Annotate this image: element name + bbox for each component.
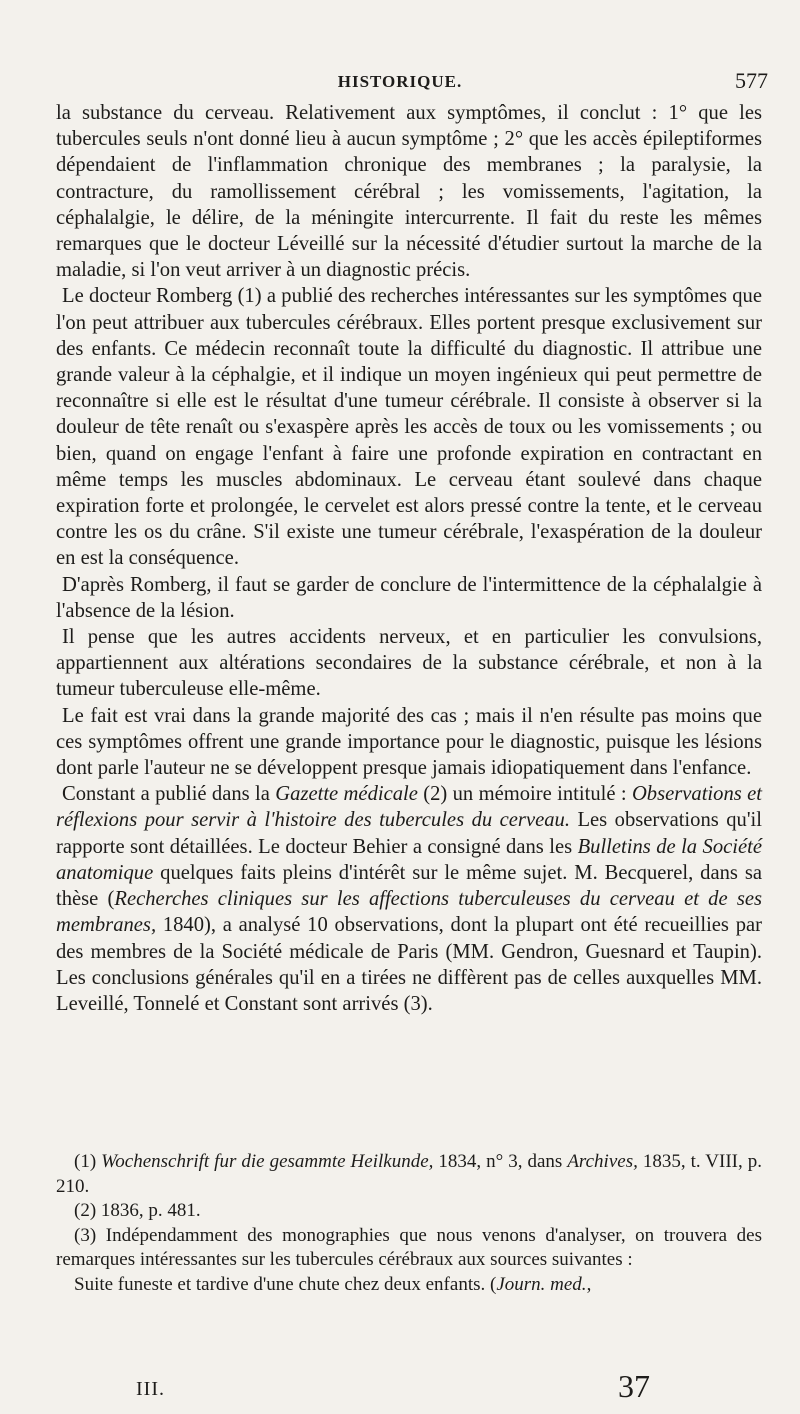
text-run: Constant a publié dans la: [62, 783, 276, 806]
footnote: (3) Indépendamment des monographies que nous venons d'analyser, on trouvera des remarques intéressantes sur les tubercules cérébraux aux sources suivantes :: [56, 1224, 762, 1271]
memoir-title: Observations et réflexions pour servir à l'histoire des tubercules du cerveau.: [56, 783, 762, 832]
text-run: 1835, t. VIII, p. 210.: [56, 1151, 763, 1197]
footnote: (2) 1836, p. 481.: [74, 1200, 201, 1222]
thesis-title: Recherches cliniques sur les affections tuberculeuses du cerveau et de ses membranes,: [56, 888, 762, 937]
paragraph: [56, 781, 762, 1017]
footnote: [56, 1273, 762, 1298]
text-run: Suite funeste et tardive d'une chute chez deux enfants. (: [74, 1273, 497, 1295]
paragraph: D'après Romberg, il faut se garder de conclure de l'intermittence de la céphalalgie à l'absence de la lésion.: [56, 573, 762, 622]
text-run: 1840), a analysé 10 observations, dont la plupart ont été recueillies par des membres de la Société médicale de Paris (MM. Gendron, Guesnard et Taupin). Les conclusions générales qu'il en a tirées ne diffèrent pas de celles auxquelles MM. Leveillé, Tonnelé et Constant sont arrivés (3).: [56, 914, 762, 1015]
text-run: quelques faits pleins d'intérêt sur le même sujet. M. Becquerel, dans sa thèse (: [56, 861, 762, 911]
journal-title: Journ. med.: [496, 1273, 587, 1295]
paragraph: Il pense que les autres accidents nerveux, et en particulier les convulsions, appartiennent aux altérations secondaires de la substance cérébrale, et non à la tumeur tuberculeuse elle-même.: [56, 626, 762, 701]
sheet-number: 37: [618, 1368, 650, 1404]
footnotes: [56, 1150, 762, 1298]
journal-title: Archives,: [567, 1151, 638, 1172]
paragraph: Le fait est vrai dans la grande majorité des cas ; mais il n'en résulte pas moins que ces symptômes offrent une grande importance pour le diagnostic, puisque les lésions dont parle l'auteur ne se développent presque jamais idiopatiquement dans l'enfance.: [56, 704, 762, 780]
journal-title: Gazette médicale: [275, 783, 418, 806]
paragraph: la substance du cerveau. Relativement aux symptômes, il conclut : 1° que les tubercules seuls n'ont donné lieu à aucun symptôme ; 2° que les accès épileptiformes dépendaient de l'inflammation chronique des membranes ; la paralysie, la contracture, du ramollissement cérébral ; les vomissements, l'agitation, la céphalalgie, le délire, de la méningite intercurrente. Il fait du reste les mêmes remarques que le docteur Léveillé sur la nécessité d'étudier surtout la marche de la maladie, si l'on veut arriver à un diagnostic précis.: [56, 102, 762, 282]
text-run: ,: [586, 1273, 592, 1295]
text-run: Les observations qu'il rapporte sont détaillées. Le docteur Behier a consigné dans les: [56, 809, 762, 858]
footnote: [56, 1150, 762, 1199]
journal-title: Wochenschrift fur die gesammte Heilkunde,: [101, 1151, 434, 1172]
bulletin-title: Bulletins de la Société anatomique: [56, 835, 763, 884]
signature-mark: III.: [136, 1378, 165, 1400]
paragraph: Le docteur Romberg (1) a publié des recherches intéressantes sur les symptômes que l'on peut attribuer aux tubercules cérébraux. Elles portent presque exclusivement sur des enfants. Ce médecin reconnaît toute la difficulté du diagnostic. Il attribue une grande valeur à la céphalgie, et il indique un moyen ingénieux qui peut permettre de reconnaître si elle est le résultat d'une tumeur cérébrale. Il consiste à observer si la douleur de tête renaît ou s'exaspère après les accès de toux ou les vomissements ; ou bien, quand on engage l'enfant à faire une profonde expiration en contractant en même temps les muscles abdominaux. Le cerveau étant soulevé dans chaque expiration forte et prolongée, le cervelet est alors pressé contre la tente, et le cerveau contre les os du crâne. S'il existe une tumeur cérébrale, l'exaspération de la douleur en est la conséquence.: [56, 285, 762, 570]
main-text: [56, 100, 762, 1017]
text-run: 1834, n° 3, dans: [433, 1151, 568, 1172]
page-number: 577: [735, 68, 768, 93]
text-run: (1): [74, 1151, 102, 1172]
text-run: (2) un mémoire intitulé :: [417, 783, 632, 806]
running-header: [0, 68, 800, 102]
running-title: HISTORIQUE.: [337, 72, 463, 91]
page-footer: [0, 1368, 800, 1408]
